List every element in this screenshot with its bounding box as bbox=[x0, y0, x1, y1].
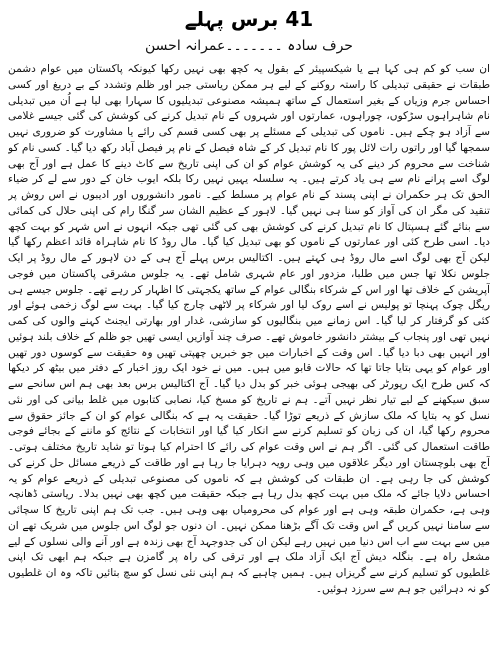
byline: حرف سادہ ۔۔۔۔۔۔۔عمرانہ احسن bbox=[145, 38, 353, 54]
article-paragraph: ان سب کو کم ہی کہا ہے یا شیکسپیئر کے بقول یہ کچھ بھی نہیں رکھا کیونکہ پاکستان میں عوام دشمن طبقات نے حقیقی تبدیلی کا راستہ روکنے کے لیے ہر ممکن ریاستی جبر اور ظلم وتشدد کے بے دریغ اور کسی احساس جرم وزیاں کے بغیر استعمال کے ساتھ ہمیشہ مصنوعی تبدیلیوں کا سہارا بھی لیا ہے اُن میں تبدیلی نام شاہراہوں سڑکوں، چوراہوں، عمارتوں اور شہروں کے نام تبدیل کرنے کی کوشش کی گئی جیسے غلامی سے آزاد ہو چکے ہیں۔ ناموں کی تبدیلی کے مسئلے پر بھی کسی قسم کی رائے یا مشاورت کو ضروری نہیں سمجھا گیا اور راتوں رات لائل پور کا نام تبدیل کر کے شاہ فیصل کے نام پر فیصل آباد رکھ دیا گیا۔ کسی نام کو شناخت سے محروم کر دینے کی یہ کوشش عوام کو ان کی اپنی تاریخ سے کاٹ دینے کا عمل ہے اور آج بھی لوگ اسے پرانے نام سے ہی یاد کرتے ہیں۔ یہ سلسلہ یہیں نہیں رکا بلکہ ایوب خان کے دور سے لے کر ضیاء الحق تک ہر حکمران نے اپنی پسند کے نام عوام پر مسلط کیے۔ نامور دانشوروں اور ادیبوں نے اس روش پر تنقید کی مگر ان کی آواز کو سنا ہی نہیں گیا۔ لاہور کے عظیم الشان سر گنگا رام کی اپنی حلال کی کمائی سے بنائے گئے ہسپتال کا نام تبدیل کرنے کی کوشش بھی کی گئی تھی جبکہ انہوں نے اس شہر کو بہت کچھ دیا۔ اسی طرح کئی اور عمارتوں کے ناموں کو بھی تبدیل کیا گیا۔ مال روڈ کا نام شاہراہ قائد اعظم رکھا گیا لیکن آج بھی لوگ اسے مال روڈ ہی کہتے ہیں۔ اکتالیس برس پہلے آج ہی کے دن لاہور کے مال روڈ پر ایک جلوس نکلا تھا جس میں طلبا، مزدور اور عام شہری شامل تھے۔ یہ جلوس مشرقی پاکستان میں فوجی آپریشن کے خلاف تھا اور اس کے شرکاء بنگالی عوام کے ساتھ یکجہتی کا اظہار کر رہے تھے۔ جلوس جیسے ہی ریگل چوک پہنچا تو پولیس نے اسے روک لیا اور شرکاء پر لاٹھی چارج کیا گیا۔ بہت سے لوگ زخمی ہوئے اور کئی کو گرفتار کر لیا گیا۔ اس زمانے میں بنگالیوں کو سازشی، غدار اور بھارتی ایجنٹ کہنے والوں کی کمی نہیں تھی اور پنجاب کے بیشتر دانشور خاموش تھے۔ صرف چند آوازیں ایسی تھیں جو ظلم کے خلاف بلند ہوئیں اور انہیں بھی دبا دیا گیا۔ اس وقت کے اخبارات میں جو خبریں چھپتی تھیں وہ حقیقت سے کوسوں دور تھیں اور عوام کو یہی بتایا جاتا تھا کہ حالات قابو میں ہیں۔ میں نے خود ایک روز اخبار کے دفتر میں بیٹھ کر دیکھا کہ کس طرح ایک رپورٹر کی بھیجی ہوئی خبر کو بدل دیا گیا۔ آج اکتالیس برس بعد بھی ہم اس سانحے سے سبق سیکھنے کے لیے تیار نظر نہیں آتے۔ ہم نے تاریخ کو مسخ کیا، نصابی کتابوں میں غلط بیانی کی اور نئی نسل کو یہ بتایا کہ ملک سازش کے ذریعے توڑا گیا۔ حقیقت یہ ہے کہ بنگالی عوام کو ان کے جائز حقوق سے محروم رکھا گیا، ان کی زبان کو تسلیم کرنے سے انکار کیا گیا اور انتخابات کے نتائج کو ماننے کے بجائے فوجی طاقت استعمال کی گئی۔ اگر ہم نے اس وقت عوام کی رائے کا احترام کیا ہوتا تو شاید تاریخ مختلف ہوتی۔ آج بھی بلوچستان اور دیگر علاقوں میں وہی رویہ دہرایا جا رہا ہے اور طاقت کے ذریعے مسائل حل کرنے کی کوشش کی جا رہی ہے۔ ان طبقات کی کوشش ہے کہ ناموں کی مصنوعی تبدیلی کے ذریعے عوام کو یہ احساس دلایا جائے کہ ملک میں بہت کچھ بدل رہا ہے جبکہ حقیقت میں کچھ بھی نہیں بدلا۔ ریاستی ڈھانچہ وہی ہے، حکمران طبقہ وہی ہے اور عوام کی محرومیاں بھی وہی ہیں۔ جب تک ہم اپنی تاریخ کا سچائی سے سامنا نہیں کریں گے اس وقت تک آگے بڑھنا ممکن نہیں۔ ان دنوں جو لوگ اس جلوس میں شریک تھے ان میں سے بہت سے اب اس دنیا میں نہیں رہے لیکن ان کی جدوجہد آج بھی زندہ ہے اور آنے والی نسلوں کے لیے مشعل راہ ہے۔ بنگلہ دیش آج ایک آزاد ملک ہے اور ترقی کی راہ پر گامزن ہے جبکہ ہم ابھی تک اپنی غلطیوں کو تسلیم کرنے سے گریزاں ہیں۔ ہمیں چاہیے کہ ہم اپنی نئی نسل کو سچ بتائیں تاکہ وہ ان غلطیوں کو نہ دہرائیں جو ہم سے سرزد ہوئیں۔ bbox=[8, 63, 490, 595]
headline: 41 برس پہلے bbox=[184, 7, 314, 31]
article-body bbox=[8, 62, 490, 646]
